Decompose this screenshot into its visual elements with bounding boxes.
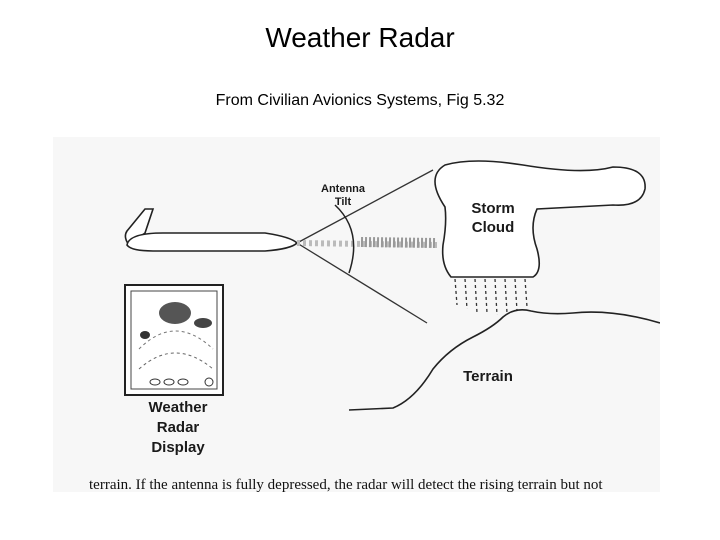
storm-cloud-label: Storm Cloud: [471, 200, 515, 236]
antenna-tilt-label: Antenna Tilt: [321, 183, 365, 208]
aircraft: [125, 209, 297, 251]
figure-caption: terrain. If the antenna is fully depressed, the radar will detect the rising terrain but not: [89, 477, 603, 492]
terrain-line: [349, 310, 660, 410]
antenna-tilt-arc: [335, 205, 354, 273]
slide-subtitle: From Civilian Avionics Systems, Fig 5.32: [215, 92, 505, 109]
weather-radar-display: [125, 285, 223, 395]
radar-figure: [53, 137, 660, 492]
rain: [455, 279, 527, 315]
radar-display-label: Weather Radar Display: [148, 399, 208, 456]
slide-title: Weather Radar: [265, 22, 455, 53]
terrain-label: Terrain: [463, 368, 513, 385]
